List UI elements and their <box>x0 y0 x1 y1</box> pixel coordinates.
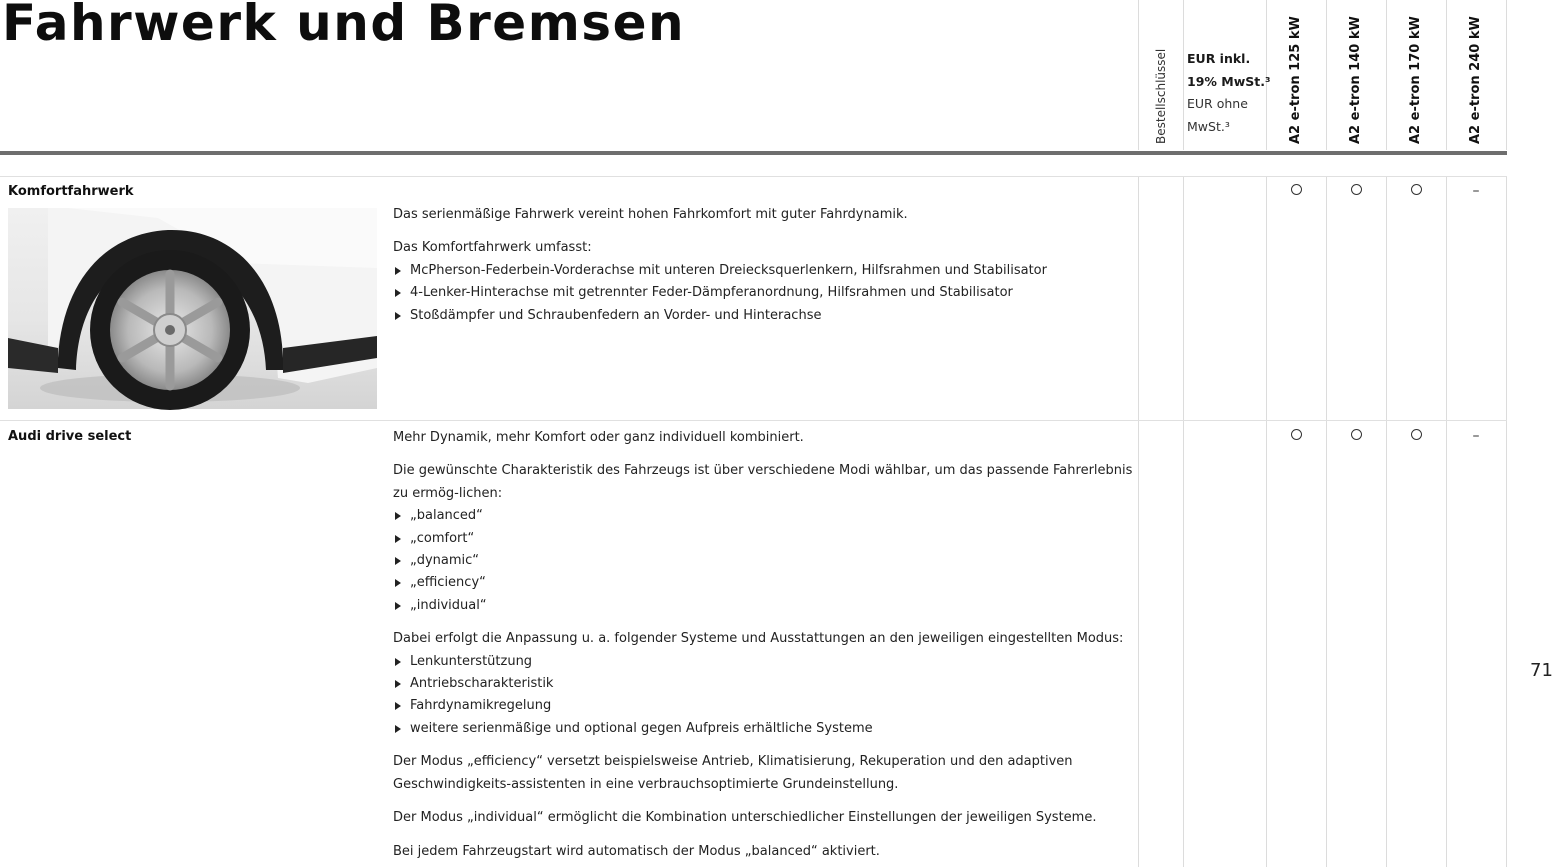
available-circle-icon <box>1291 184 1302 195</box>
list-item: Lenkunterstützung <box>393 651 1133 673</box>
list-item: „individual“ <box>393 595 1133 617</box>
list-item: Fahrdynamikregelung <box>393 695 1133 717</box>
available-circle-icon <box>1411 429 1422 440</box>
price-incl-vat: 19% MwSt.³ <box>1187 73 1271 89</box>
price-excl-vat: MwSt.³ <box>1187 118 1230 134</box>
availability-170kw <box>1386 428 1446 444</box>
start-note: Bei jedem Fahrzeugstart wird automatisch der Modus „balanced“ aktiviert. <box>393 843 880 859</box>
list-item: Stoßdämpfer und Schraubenfedern an Vorder- und Hinterachse <box>393 305 1133 327</box>
list-item: „comfort“ <box>393 528 1133 550</box>
column-divider <box>1326 176 1327 867</box>
komfortfahrwerk-description <box>393 204 1133 327</box>
column-divider <box>1386 0 1387 150</box>
model-header-125kw: A2 e-tron 125 kW <box>1288 16 1303 144</box>
column-divider <box>1386 176 1387 867</box>
drive-select-modes-intro: Die gewünschte Charakteristik des Fahrzeugs ist über verschiedene Modi wählbar, um das passende Fahrerlebnis zu ermög-lichen: <box>393 463 1133 501</box>
drive-select-mode-list <box>393 505 1133 617</box>
row-divider <box>0 176 1507 177</box>
list-item: Antriebscharakteristik <box>393 673 1133 695</box>
list-item: McPherson-Federbein-Vorderachse mit unteren Dreiecksquerlenkern, Hilfsrahmen und Stabilisator <box>393 260 1133 282</box>
car-wheel-illustration <box>8 208 377 409</box>
column-divider <box>1266 176 1267 867</box>
availability-240kw: – <box>1472 183 1480 199</box>
row-divider <box>0 420 1507 421</box>
order-key-header: Bestellschlüssel <box>1154 48 1168 144</box>
price-header <box>1187 48 1270 138</box>
availability-240kw: – <box>1472 428 1480 444</box>
komfortfahrwerk-feature-list <box>393 260 1133 327</box>
model-header-240kw: A2 e-tron 240 kW <box>1468 16 1483 144</box>
list-item: „balanced“ <box>393 505 1133 527</box>
row-label-audi-drive-select: Audi drive select <box>8 429 132 444</box>
list-item: weitere serienmäßige und optional gegen Aufpreis erhältliche Systeme <box>393 718 1133 740</box>
column-divider <box>1446 0 1447 150</box>
column-divider <box>1506 176 1507 867</box>
drive-select-systems-intro: Dabei erfolgt die Anpassung u. a. folgender Systeme und Ausstattungen an den jeweiligen eingestellten Modus: <box>393 631 1124 647</box>
audi-drive-select-description <box>393 427 1133 863</box>
list-item: „efficiency“ <box>393 572 1133 594</box>
efficiency-note: Der Modus „efficiency“ versetzt beispielsweise Antrieb, Klimatisierung, Rekuperation und den adaptiven Geschwindigkeits-assistenten in eine verbrauchsoptimierte Grundeinstellung. <box>393 754 1073 792</box>
page-title: Fahrwerk und Bremsen <box>2 0 686 52</box>
column-divider <box>1506 0 1507 150</box>
availability-125kw <box>1266 183 1326 199</box>
available-circle-icon <box>1351 429 1362 440</box>
individual-note: Der Modus „individual“ ermöglicht die Kombination unterschiedlicher Einstellungen der jeweiligen Systeme. <box>393 810 1097 826</box>
availability-125kw <box>1266 428 1326 444</box>
price-incl-label: EUR inkl. <box>1187 51 1251 66</box>
row-label-komfortfahrwerk: Komfortfahrwerk <box>8 184 134 199</box>
chassis-wheel-image <box>8 208 377 409</box>
price-excl-label: EUR ohne <box>1187 96 1248 111</box>
drive-select-system-list <box>393 651 1133 741</box>
model-header-140kw: A2 e-tron 140 kW <box>1348 16 1363 144</box>
column-divider <box>1326 0 1327 150</box>
column-divider <box>1446 176 1447 867</box>
komfortfahrwerk-list-intro: Das Komfortfahrwerk umfasst: <box>393 240 592 256</box>
header-rule <box>0 151 1507 155</box>
list-item: 4-Lenker-Hinterachse mit getrennter Feder-Dämpferanordnung, Hilfsrahmen und Stabilisator <box>393 282 1133 304</box>
komfortfahrwerk-intro: Das serienmäßige Fahrwerk vereint hohen Fahrkomfort mit guter Fahrdynamik. <box>393 207 908 222</box>
column-divider <box>1138 176 1139 867</box>
available-circle-icon <box>1351 184 1362 195</box>
list-item: „dynamic“ <box>393 550 1133 572</box>
availability-140kw <box>1326 183 1386 199</box>
model-header-170kw: A2 e-tron 170 kW <box>1408 16 1423 144</box>
column-divider <box>1138 0 1139 150</box>
availability-140kw <box>1326 428 1386 444</box>
availability-170kw <box>1386 183 1446 199</box>
drive-select-intro: Mehr Dynamik, mehr Komfort oder ganz individuell kombiniert. <box>393 430 804 445</box>
column-divider <box>1183 0 1184 150</box>
page-number: 71 <box>1530 660 1553 681</box>
available-circle-icon <box>1291 429 1302 440</box>
available-circle-icon <box>1411 184 1422 195</box>
column-divider <box>1183 176 1184 867</box>
